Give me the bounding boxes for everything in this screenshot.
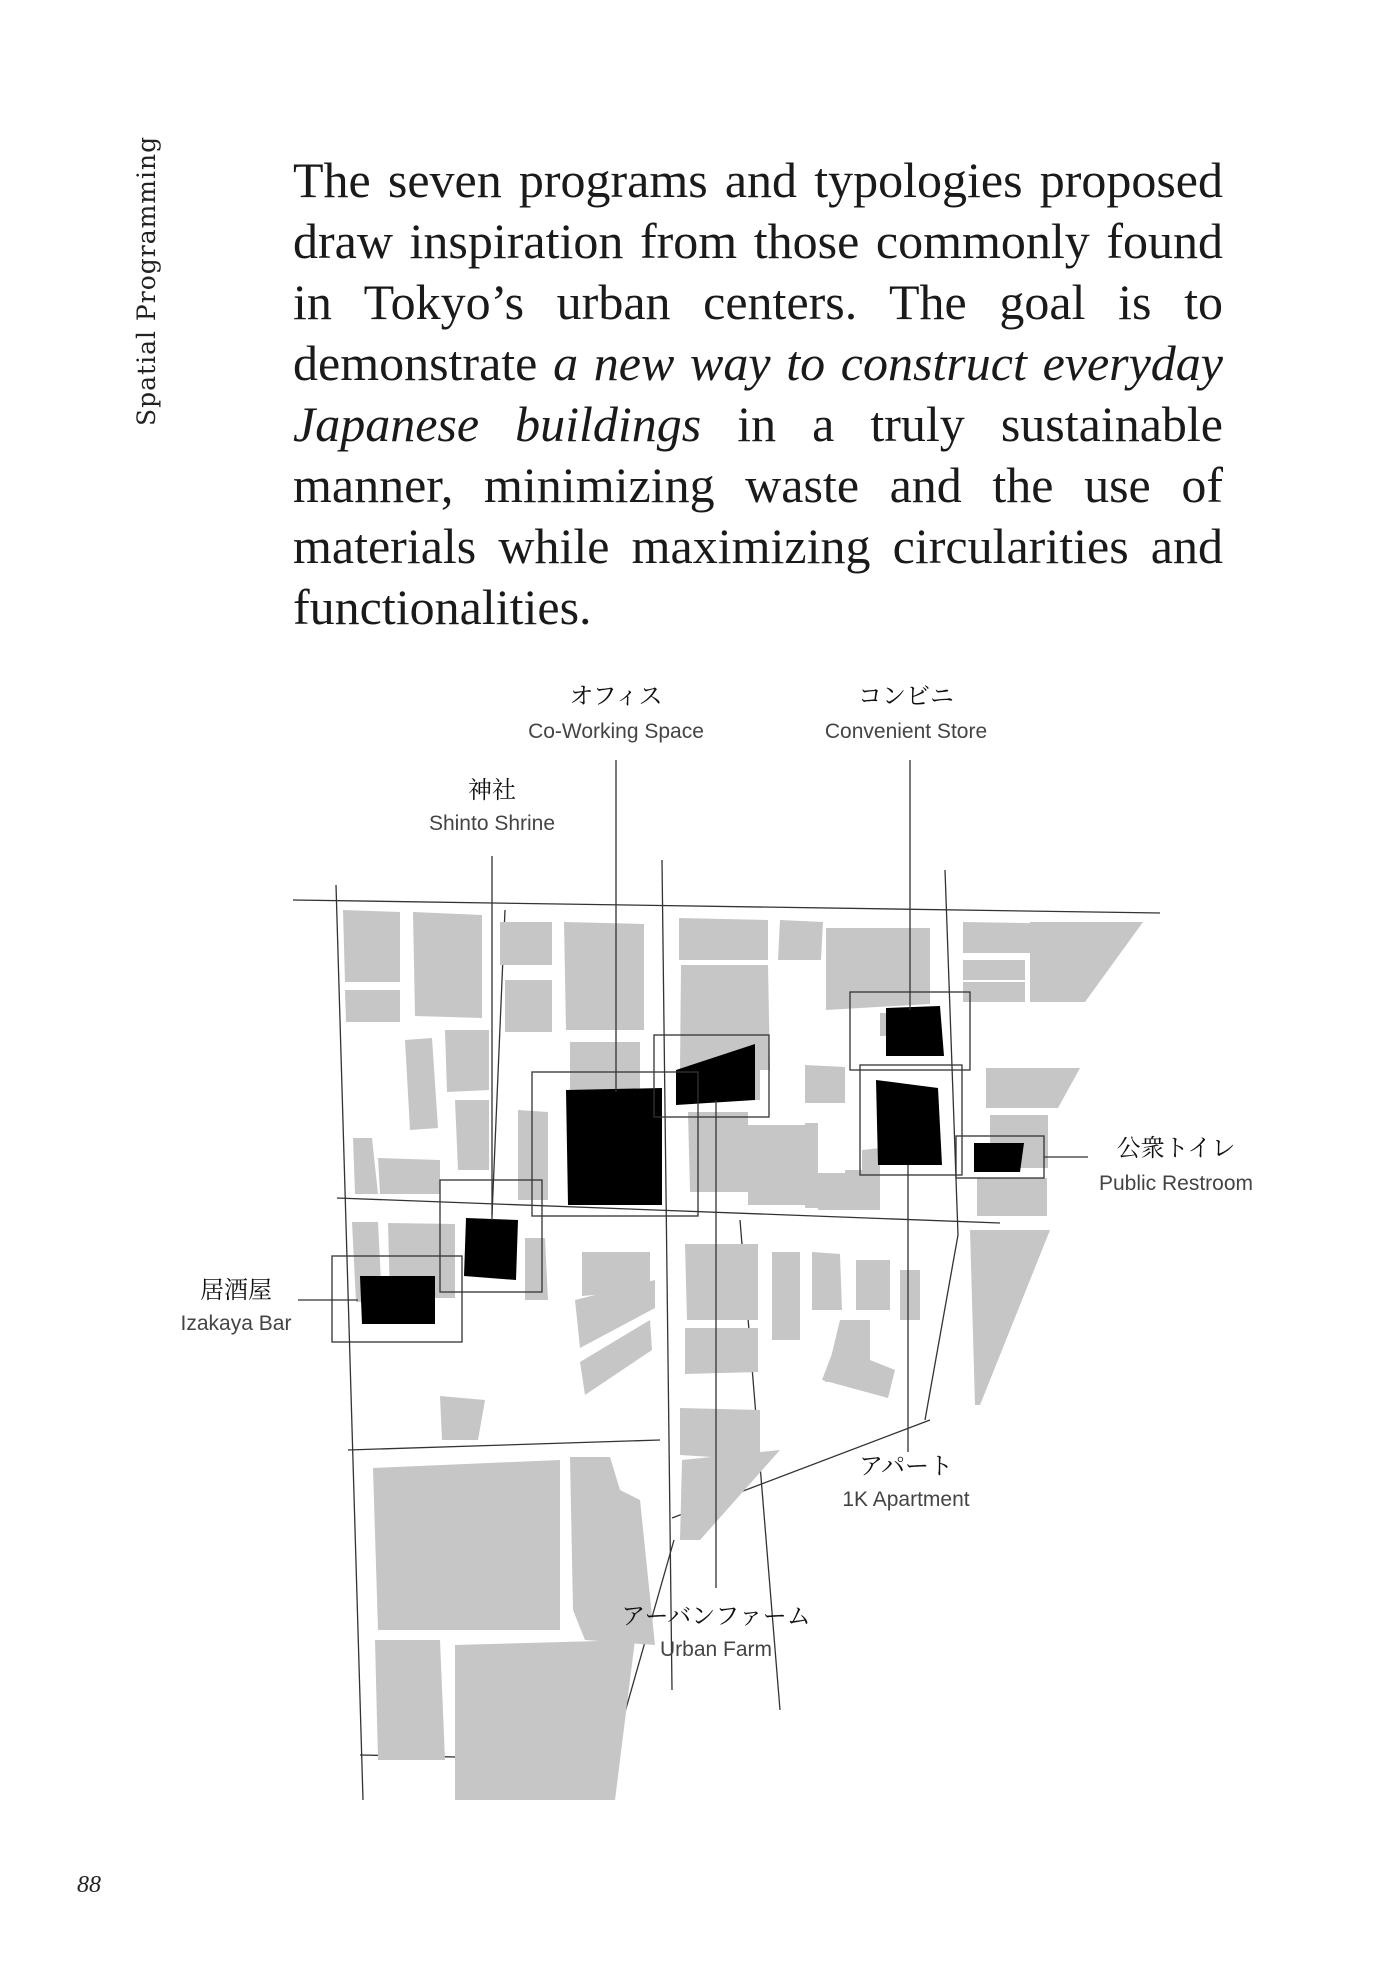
apartment-label-jp: アパート: [858, 1452, 954, 1480]
section-label: Spatial Programming: [132, 135, 161, 426]
building: [748, 1125, 805, 1205]
building: [805, 1123, 818, 1208]
building: [455, 1100, 489, 1170]
building: [679, 918, 768, 960]
intro-text-end: in a truly sustainable manner, minimizing waste and the use of materials while maximizing circularities and functionalities.: [293, 396, 1224, 635]
site-map: [0, 660, 1389, 1810]
building: [900, 1270, 920, 1320]
building: [525, 1238, 548, 1300]
building: [986, 1068, 1080, 1108]
building: [778, 920, 823, 960]
apartment-label-en: 1K Apartment: [842, 1488, 970, 1511]
building: [373, 1460, 560, 1630]
shrine-label-jp: 神社: [468, 776, 516, 804]
page-number: 88: [77, 1872, 101, 1898]
konbini-label-en: Convenient Store: [824, 720, 988, 743]
restroom-label-jp: 公衆トイレ: [1116, 1134, 1236, 1162]
izakaya-label-en: Izakaya Bar: [180, 1312, 292, 1335]
intro-paragraph: [293, 150, 1223, 638]
building: [977, 1178, 1047, 1216]
building: [970, 1230, 1050, 1405]
building: [405, 1038, 438, 1130]
building: [375, 1640, 445, 1760]
surrounding-buildings: [343, 910, 1143, 1800]
building: [963, 982, 1025, 1002]
building: [353, 1138, 378, 1194]
building: [818, 1173, 845, 1210]
building: [963, 960, 1025, 980]
izakaya-building: [360, 1276, 435, 1324]
building: [688, 1112, 748, 1192]
building: [862, 1148, 880, 1210]
building: [826, 928, 930, 1010]
shrine-building: [464, 1218, 518, 1280]
building: [345, 990, 400, 1022]
office-label-en: Co-Working Space: [528, 720, 704, 743]
building: [685, 1244, 758, 1320]
building: [515, 1765, 600, 1800]
building: [772, 1252, 800, 1340]
building: [680, 1408, 760, 1460]
building: [805, 1065, 845, 1103]
shrine-label-en: Shinto Shrine: [428, 812, 556, 835]
konbini-building: [886, 1006, 944, 1056]
building: [564, 922, 644, 1030]
restroom-building: [974, 1143, 1024, 1172]
building: [343, 910, 400, 982]
building: [856, 1260, 890, 1310]
office-building: [566, 1088, 662, 1205]
restroom-label-en: Public Restroom: [1098, 1172, 1254, 1195]
intro-text-start: The seven programs and typologies proposed draw inspiration from those commonly found in Tokyo’s urban centers. The goal is to demonstrate: [293, 152, 1223, 391]
building: [500, 922, 552, 965]
building: [812, 1252, 842, 1310]
building: [378, 1158, 440, 1194]
building: [1030, 922, 1143, 1002]
building: [518, 1110, 548, 1200]
intro-emphasis: a new way to construct everyday Japanese buildings: [293, 335, 1223, 452]
farm-label-jp: アーバンファーム: [621, 1602, 811, 1630]
konbini-label-jp: コンビニ: [858, 682, 954, 710]
farm-label-en: Urban Farm: [659, 1638, 773, 1661]
office-label-jp: オフィス: [569, 682, 663, 710]
apartment-building: [876, 1080, 942, 1165]
building: [413, 912, 482, 1018]
izakaya-label-jp: 居酒屋: [200, 1276, 272, 1304]
building: [685, 1328, 758, 1374]
building: [505, 980, 552, 1032]
building: [445, 1030, 489, 1092]
building: [440, 1396, 485, 1440]
